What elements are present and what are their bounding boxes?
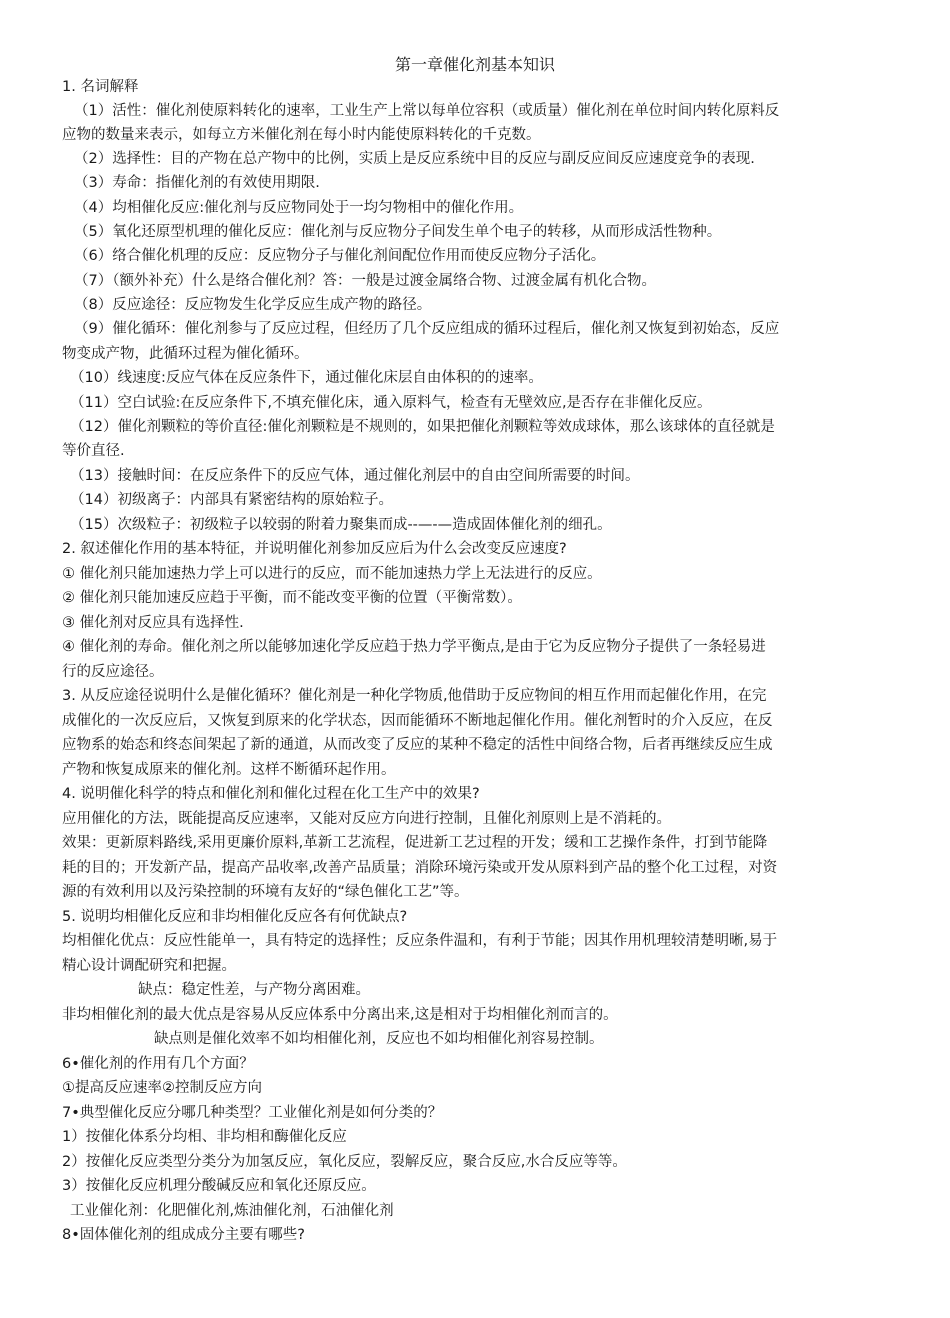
answer-7-item-1: 1）按催化体系分均相、非均相和酶催化反应 [62,1129,347,1145]
answer-4-line-1: 应用催化的方法，既能提高反应速率，又能对反应方向进行控制，且催化剂原则上是不消耗的。 [62,811,671,827]
answer-2-item-1: ① 催化剂只能加速热力学上可以进行的反应，而不能加速热力学上无法进行的反应。 [62,566,602,582]
definition-blank-test: （11）空白试验:在反应条件下,不填充催化床，通入原料气，检查有无壁效应,是否存在非催化反应。 [70,395,712,411]
question-3-heading: 3. 从反应途径说明什么是催化循环？催化剂是一种化学物质,他借助于反应物间的相互作用而起催化作用，在完 [62,688,767,704]
question-8-heading: 8•固体催化剂的组成成分主要有哪些? [62,1227,305,1243]
answer-5-homogeneous-cons: 缺点：稳定性差，与产物分离困难。 [138,982,370,998]
answer-4-effects-cont-1: 耗的目的；开发新产品，提高产品收率,改善产品质量；消除环境污染或开发从原料到产品的整个化工过程，对资 [62,860,778,876]
answer-5-heterogeneous-cons: 缺点则是催化效率不如均相催化剂，反应也不如均相催化剂容易控制。 [154,1031,604,1047]
question-5-heading: 5. 说明均相催化反应和非均相催化反应各有何优缺点? [62,909,408,925]
definition-cycle-cont: 物变成产物，此循环过程为催化循环。 [62,346,309,362]
definition-lifetime: （3）寿命：指催化剂的有效使用期限. [74,175,320,191]
definition-homogeneous: （4）均相催化反应:催化剂与反应物同处于一均匀物相中的催化作用。 [74,200,524,216]
answer-3-line-4: 产物和恢复成原来的催化剂。这样不断循环起作用。 [62,762,396,778]
definition-linear-velocity: （10）线速度:反应气体在反应条件下，通过催化床层自由体积的的速率。 [70,370,543,386]
definition-selectivity: （2）选择性：目的产物在总产物中的比例，实质上是反应系统中目的反应与副反应间反应速度竞争的表现. [74,151,755,167]
answer-6: ①提高反应速率②控制反应方向 [62,1080,262,1096]
answer-3-line-2: 成催化的一次反应后，又恢复到原来的化学状态，因而能循环不断地起催化作用。催化剂暂时的介入反应，在反 [62,713,773,729]
definition-redox: （5）氧化还原型机理的催化反应：催化剂与反应物分子间发生单个电子的转移，从而形成活性物种。 [74,224,722,240]
question-4-heading: 4. 说明催化科学的特点和催化剂和催化过程在化工生产中的效果? [62,786,480,802]
answer-4-effects-cont-2: 源的有效利用以及污染控制的环境有友好的“绿色催化工艺”等。 [62,884,469,900]
answer-4-effects: 效果：更新原料路线,采用更廉价原料,革新工艺流程，促进新工艺过程的开发；缓和工艺操作条件，打到节能降 [62,835,768,851]
answer-2-item-4: ④ 催化剂的寿命。催化剂之所以能够加速化学反应趋于热力学平衡点,是由于它为反应物分子提供了一条轻易进 [62,639,766,655]
answer-5-homogeneous-pros-cont: 精心设计调配研究和把握。 [62,958,236,974]
answer-2-item-4-cont: 行的反应途径。 [62,664,164,680]
definition-primary-particle: （14）初级离子：内部具有紧密结构的原始粒子。 [70,492,393,508]
definition-activity: （1）活性：催化剂使原料转化的速率，工业生产上常以每单位容积（或质量）催化剂在单位时间内转化原料反 [74,103,780,119]
answer-7-industrial: 工业催化剂：化肥催化剂,炼油催化剂，石油催化剂 [70,1203,394,1219]
answer-3-line-3: 应物系的始态和终态间架起了新的通道，从而改变了反应的某种不稳定的活性中间络合物，后者再继续反应生成 [62,737,773,753]
definition-complex-catalyst: （7）（额外补充）什么是络合催化剂？答：一般是过渡金属络合物、过渡金属有机化合物。 [74,273,656,289]
answer-7-item-3: 3）按催化反应机理分酸碱反应和氧化还原反应。 [62,1178,376,1194]
answer-5-homogeneous-pros: 均相催化优点：反应性能单一，具有特定的选择性；反应条件温和，有利于节能；因其作用机理较清楚明晰,易于 [62,933,778,949]
answer-5-heterogeneous-pros: 非均相催化剂的最大优点是容易从反应体系中分离出来,这是相对于均相催化剂而言的。 [62,1007,618,1023]
answer-7-item-2: 2）按催化反应类型分类分为加氢反应，氧化反应，裂解反应，聚合反应,水合反应等等。 [62,1154,627,1170]
page-title: 第一章催化剂基本知识 [394,55,555,74]
definition-equivalent-diameter: （12）催化剂颗粒的等价直径:催化剂颗粒是不规则的，如果把催化剂颗粒等效成球体，那么该球体的直径就是 [70,419,775,435]
definition-cycle: （9）催化循环：催化剂参与了反应过程，但经历了几个反应组成的循环过程后，催化剂又恢复到初始态，反应 [74,321,780,337]
answer-2-item-3: ③ 催化剂对反应具有选择性. [62,615,244,631]
definition-secondary-particle: （15）次级粒子：初级粒子以较弱的附着力聚集而成--—-—造成固体催化剂的细孔。 [70,517,612,533]
definition-contact-time: （13）接触时间：在反应条件下的反应气体，通过催化剂层中的自由空间所需要的时间。 [70,468,640,484]
question-7-heading: 7•典型催化反应分哪几种类型？工业催化剂是如何分类的？ [62,1105,443,1121]
question-1-heading: 1. 名词解释 [62,79,139,95]
question-2-heading: 2. 叙述催化作用的基本特征，并说明催化剂参加反应后为什么会改变反应速度? [62,541,567,557]
definition-equivalent-diameter-cont: 等价直径. [62,443,125,459]
answer-2-item-2: ② 催化剂只能加速反应趋于平衡，而不能改变平衡的位置（平衡常数）。 [62,590,522,606]
definition-pathway: （8）反应途径：反应物发生化学反应生成产物的路径。 [74,297,432,313]
question-6-heading: 6•催化剂的作用有几个方面？ [62,1056,254,1072]
definition-complex: （6）络合催化机理的反应：反应物分子与催化剂间配位作用而使反应物分子活化。 [74,248,606,264]
definition-activity-cont: 应物的数量来表示，如每立方米催化剂在每小时内能使原料转化的千克数。 [62,127,541,143]
